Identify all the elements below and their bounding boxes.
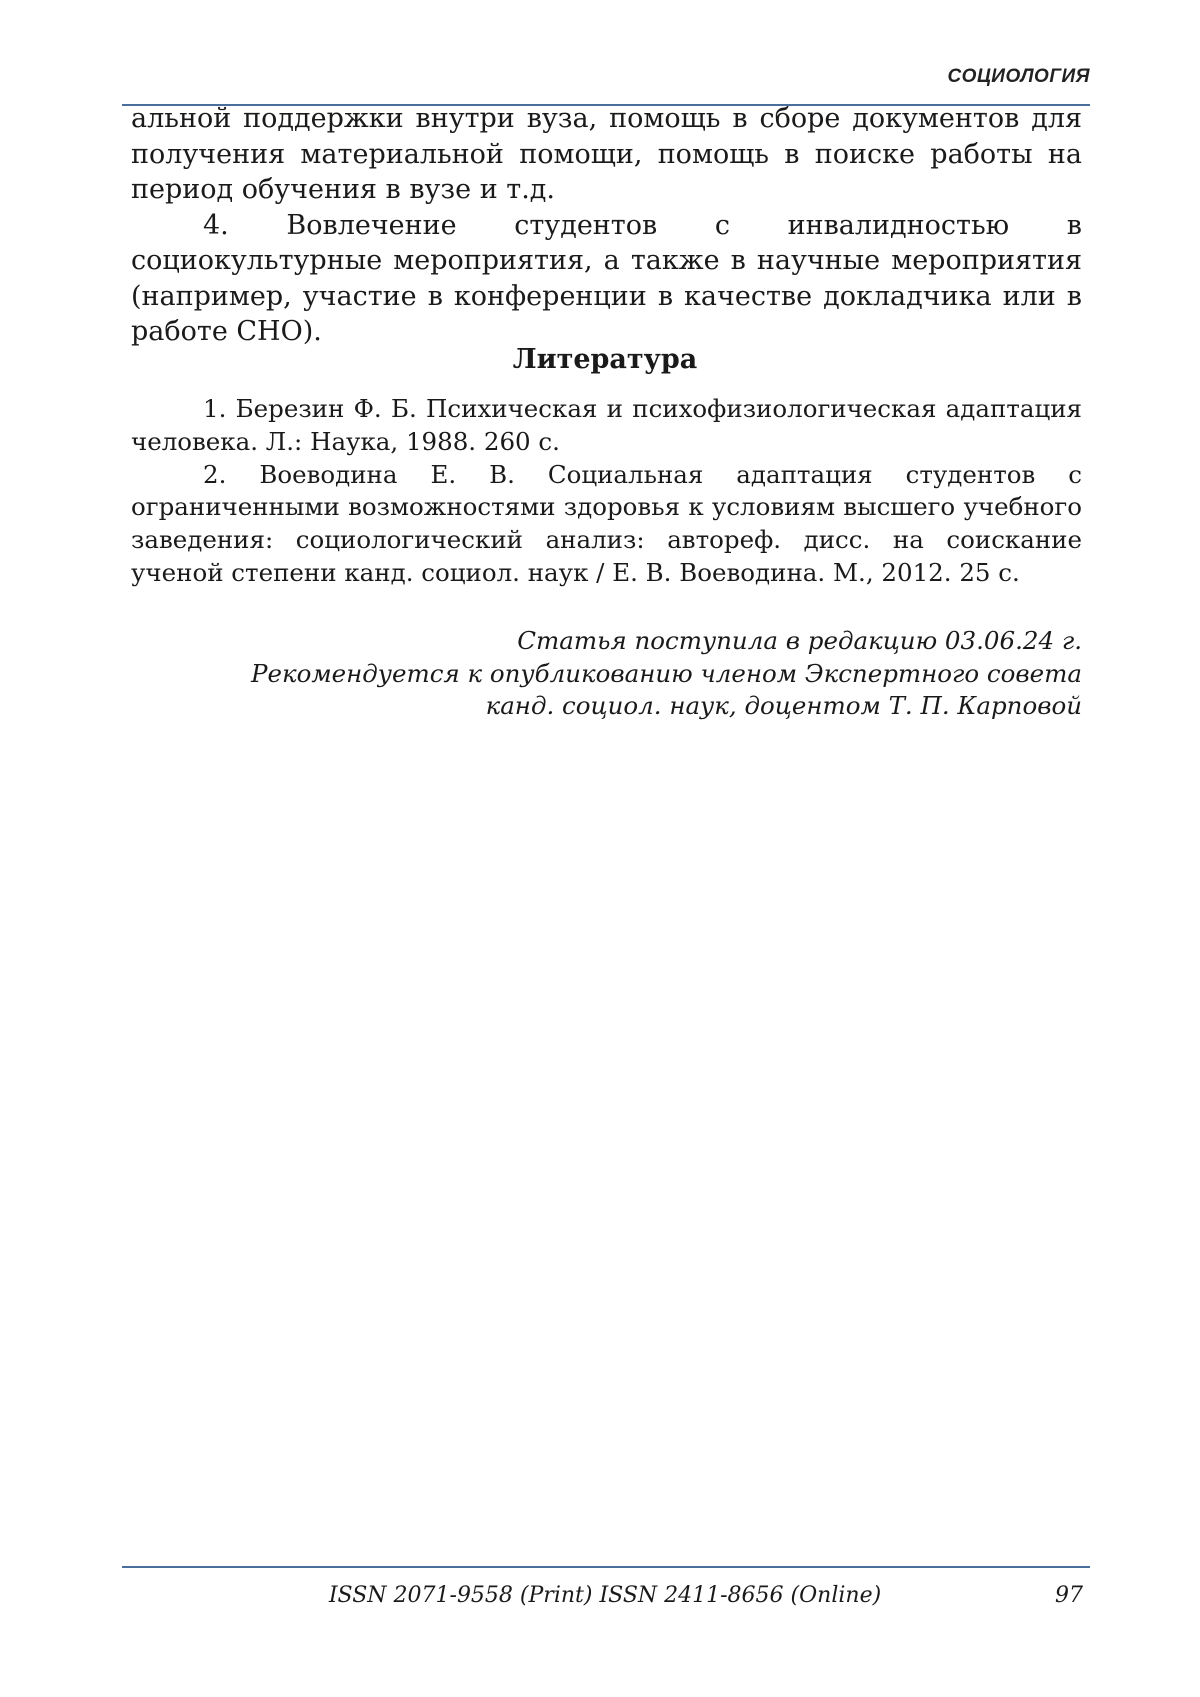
literature-heading: Литература [512, 344, 698, 375]
running-header-section-title: СОЦИОЛОГИЯ [947, 66, 1090, 87]
editorial-note [251, 625, 1082, 723]
page-number: 97 [1055, 1583, 1083, 1608]
reference-list [131, 393, 1082, 590]
reference-item: 1. Березин Ф. Б. Психическая и психофизиологическая адаптация человека. Л.: Наука, 1988. 260 с. [131, 394, 1082, 456]
body-paragraph-continuation: альной поддержки внутри вуза, помощь в сборе документов для получения материальной помощи, помощь в поиске работы на период обучения в вузе и т.д. [131, 103, 1082, 205]
footer-issn: ISSN 2071-9558 (Print) ISSN 2411-8656 (Online) [328, 1583, 882, 1608]
article-body [131, 101, 1082, 350]
received-date-note: Статья поступила в редакцию 03.06.24 г. [517, 626, 1082, 655]
reference-item: 2. Воеводина Е. В. Социальная адаптация студентов с ограниченными возможностями здоровья к условиям высшего учебного заведения: социологический анализ: автореф. дисс. на соискание ученой степени канд. социол. наук / Е. В. Воеводина. М., 2012. 25 с. [131, 459, 1082, 587]
recommendation-note: Рекомендуется к опубликованию членом Экспертного совета [250, 658, 1082, 688]
reviewer-note: канд. социол. наук, доцентом Т. П. Карповой [485, 691, 1082, 720]
footer-divider [122, 1566, 1090, 1568]
body-paragraph-4: 4. Вовлечение студентов с инвалидностью в социокультурные мероприятия, а также в научные мероприятия (например, участие в конференции в качестве докладчика или в работе СНО). [131, 209, 1082, 347]
